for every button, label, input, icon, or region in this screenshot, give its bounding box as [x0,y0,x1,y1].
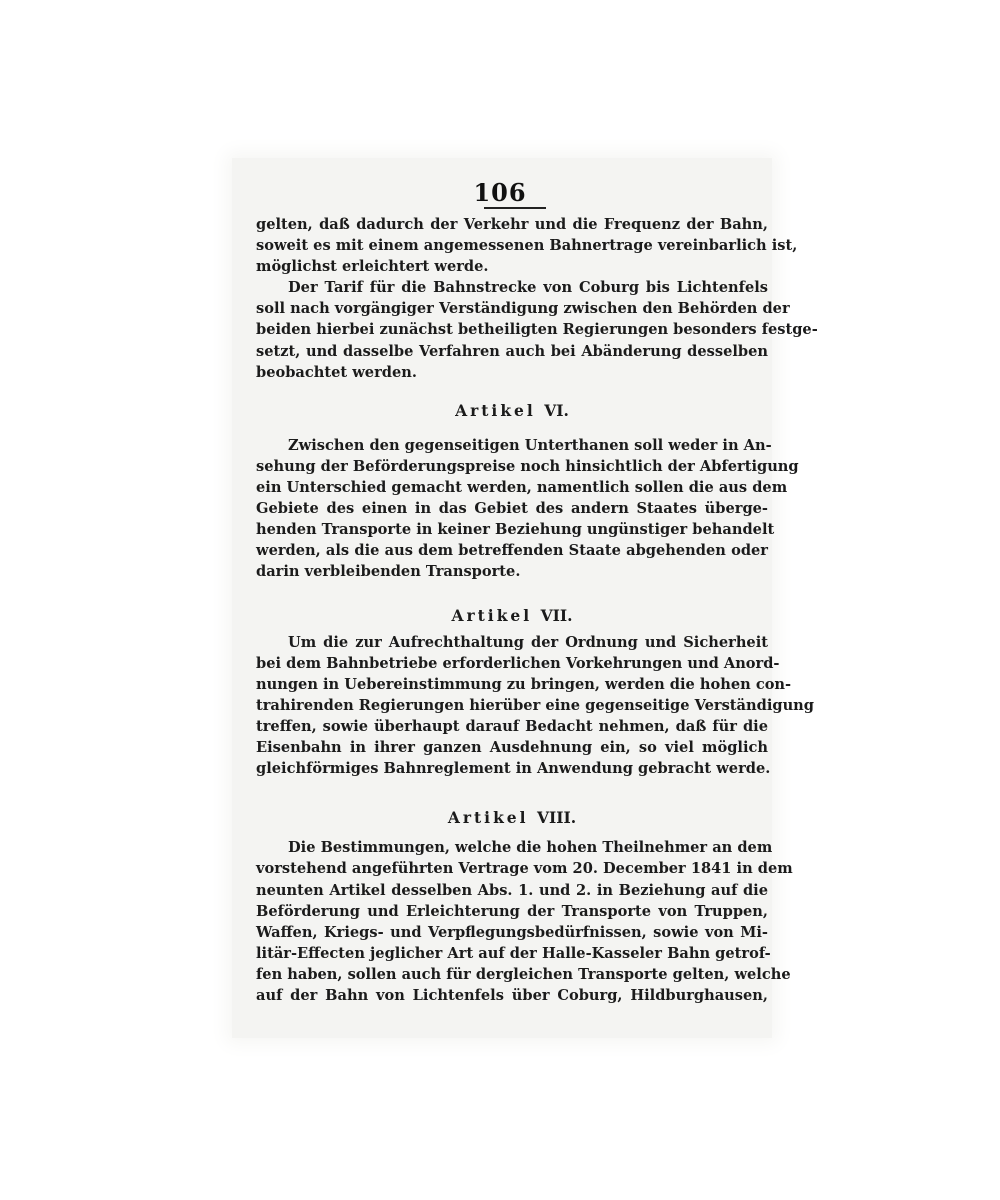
text-line: möglichst erleichtert werde. [256,258,489,276]
text-line: vorstehend angeführten Vertrage vom 20. December 1841 in dem [256,860,793,878]
text-line: ein Unterschied gemacht werden, namentlich sollen die aus dem [256,479,788,497]
article-7-text [256,632,814,780]
text-line: darin verbleibenden Transporte. [256,563,521,581]
text-line: nungen in Uebereinstimmung zu bringen, werden die hohen con- [256,675,792,693]
article-8-heading [256,807,768,828]
text-line: Zwischen den gegenseitigen Unterthanen soll weder in An- [288,436,772,454]
article-heading-number: VIII. [536,808,577,828]
text-line: soweit es mit einem angemessenen Bahnertrage vereinbarlich ist, [256,237,798,255]
page-number: 106 [473,178,527,207]
text-line: Gebiete des einen in das Gebiet des andern Staates überge- [256,500,768,518]
page-number-rule [484,207,546,209]
article-6-heading [256,400,768,421]
text-line: treffen, sowie überhaupt darauf Bedacht nehmen, daß für die [256,717,768,735]
text-line: beiden hierbei zunächst betheiligten Regierungen besonders festge- [256,321,818,339]
text-line: trahirenden Regierungen hierüber eine gegenseitige Verständigung [256,696,814,714]
text-line: Eisenbahn in ihrer ganzen Ausdehnung ein, so viel möglich [256,739,768,757]
paragraph-2 [256,277,818,382]
article-7-heading [256,605,768,626]
article-heading-number: VI. [544,400,569,420]
text-line: litär-Effecten jeglicher Art auf der Halle-Kasseler Bahn getrof- [256,944,771,962]
text-line: Waffen, Kriegs- und Verpflegungsbedürfnissen, sowie von Mi- [256,923,768,941]
text-line: auf der Bahn von Lichtenfels über Coburg, Hildburghausen, [256,987,768,1004]
text-line: soll nach vorgängiger Verständigung zwischen den Behörden der [256,300,790,318]
text-line: gleichförmiges Bahnreglement in Anwendung gebracht werde. [256,760,771,778]
text-line: Beförderung und Erleichterung der Transporte von Truppen, [256,902,768,920]
text-line: sehung der Beförderungspreise noch hinsichtlich der Abfertigung [256,457,799,475]
article-6-text [256,435,799,583]
paragraph-1 [256,214,798,277]
article-heading-word: Artikel [451,605,533,625]
text-line: beobachtet werden. [256,363,417,381]
text-line: bei dem Bahnbetriebe erforderlichen Vorkehrungen und Anord- [256,654,780,672]
article-heading-number: VII. [540,605,573,625]
text-line: fen haben, sollen auch für dergleichen Transporte gelten, welche [256,965,791,983]
text-line: werden, als die aus dem betreffenden Staate abgehenden oder [256,542,768,560]
body-text [256,214,818,1006]
text-line: Die Bestimmungen, welche die hohen Theilnehmer an dem [288,839,773,857]
text-line: setzt, und dasselbe Verfahren auch bei Abänderung desselben [256,342,768,360]
article-8-text [256,837,793,1006]
article-heading-word: Artikel [455,400,536,420]
text-line: Um die zur Aufrechthaltung der Ordnung und Sicherheit [288,633,768,651]
article-heading-word: Artikel [447,808,529,828]
text-line: henden Transporte in keiner Beziehung ungünstiger behandelt [256,521,775,539]
text-line: Der Tarif für die Bahnstrecke von Coburg bis Lichtenfels [288,279,768,297]
text-line: gelten, daß dadurch der Verkehr und die Frequenz der Bahn, [256,216,768,233]
text-line: neunten Artikel desselben Abs. 1. und 2. in Beziehung auf die [256,881,768,899]
